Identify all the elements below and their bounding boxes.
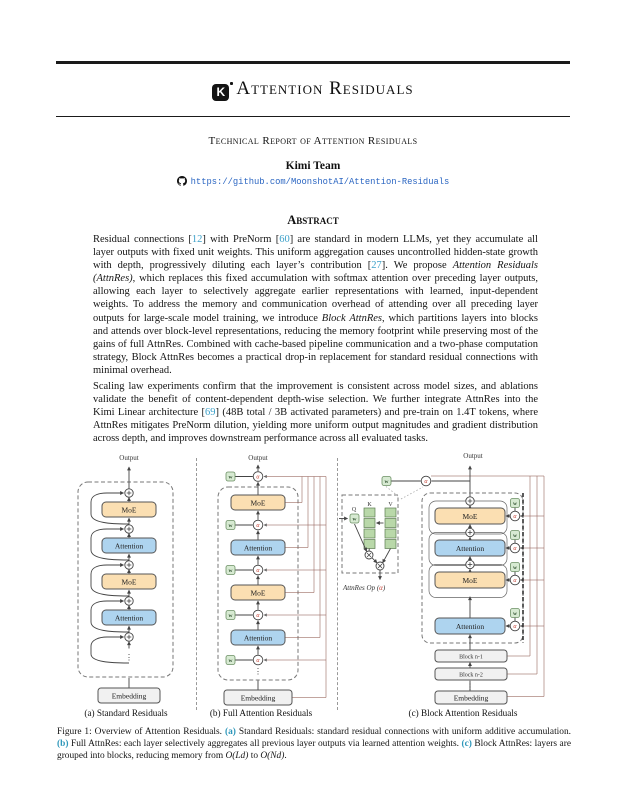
moe-block bbox=[102, 574, 156, 589]
alpha-node bbox=[510, 511, 520, 521]
w-node bbox=[382, 477, 391, 486]
panel-divider bbox=[196, 458, 197, 710]
text-span: Block AttnRes bbox=[321, 312, 382, 324]
moe-block bbox=[102, 502, 156, 517]
attention-block bbox=[435, 618, 505, 634]
svg-text:MoE: MoE bbox=[462, 575, 478, 585]
paper-title bbox=[0, 78, 626, 101]
embedding-block bbox=[224, 690, 292, 705]
top-rule bbox=[56, 61, 570, 64]
svg-text:MoE: MoE bbox=[250, 498, 266, 508]
subfigure-ref[interactable]: (b) bbox=[57, 738, 69, 749]
ellipsis: ⋮ bbox=[466, 682, 474, 692]
alpha-node bbox=[253, 472, 263, 482]
abstract-paragraph-2: Scaling law experiments confirm that the improvement is consistent across model sizes, and ablations validate the benefit of content-dependent depth-wise selection. We further integrate AttnRes into the Kimi Linear architecture [69] (48B total / 3B activated parameters) and pre-train on 1.4T tokens, where AttnRes mitigates PreNorm dilution, yielding more uniform output magnitudes and gradient distribution across depth, and improves downstream performance across all evaluated tasks. bbox=[93, 381, 538, 445]
alpha-node bbox=[421, 476, 431, 486]
w-node bbox=[226, 521, 235, 530]
moe-block bbox=[231, 495, 285, 510]
moe-block bbox=[435, 508, 505, 524]
figure-caption: Figure 1: Overview of Attention Residuals. (a) Standard Residuals: standard residual connections with uniform additive accumulation. (b) Full AttnRes: each layer selectively aggregates all previous layer outputs via learned attention weights. (c) Block AttnRes: layers are grouped into blocks, reducing memory from O(Ld) to O(Nd). bbox=[57, 727, 571, 761]
attnres-op-inset bbox=[339, 495, 398, 592]
abstract-paragraph-1: Residual connections [12] with PreNorm [60] are standard in modern LLMs, yet they accumulate all layer outputs with fixed unit weights. This uniform aggregation causes uncontrolled hidden-state growth with depth, progressively diluting each layer’s contribution [27]. We propose Attention Residuals (AttnRes), which replaces this fixed accumulation with softmax attention over preceding layer outputs, allowing each layer to selectively aggregate earlier representations with learned, input-dependent weights. To address the memory and communication overhead of attending over all preceding layer outputs for large-scale model training, we introduce Block AttnRes, which partitions layers into blocks and attends over block-level representations, reducing the memory footprint while preserving most of the gains of full AttnRes. Combined with cache-based pipeline communication and a two-phase computation strategy, Block AttnRes becomes a practical drop-in replacement for standard residual connections with minimal overhead. bbox=[93, 234, 539, 376]
block-n2 bbox=[435, 668, 507, 680]
svg-text:Attention: Attention bbox=[243, 633, 273, 643]
github-icon bbox=[177, 176, 187, 186]
q-label: Q bbox=[351, 507, 357, 513]
ellipsis: ⋮ bbox=[125, 653, 133, 662]
moe-block bbox=[231, 585, 285, 600]
svg-text:Block n-1: Block n-1 bbox=[459, 654, 483, 661]
w-node bbox=[226, 656, 235, 665]
figure-panel-a bbox=[57, 450, 195, 718]
subfigure-ref[interactable]: (c) bbox=[461, 738, 472, 749]
alpha-node bbox=[510, 621, 520, 631]
multiply-node bbox=[376, 562, 384, 570]
add-node bbox=[466, 497, 474, 505]
w-node bbox=[511, 499, 520, 508]
w-node bbox=[511, 609, 520, 618]
add-node bbox=[125, 489, 133, 497]
add-node bbox=[125, 525, 133, 533]
svg-text:Block n-2: Block n-2 bbox=[459, 672, 483, 679]
alpha-node bbox=[253, 565, 263, 575]
citation-link[interactable]: 27 bbox=[371, 260, 382, 272]
w-node bbox=[226, 566, 235, 575]
alpha-node bbox=[253, 610, 263, 620]
alpha-node bbox=[510, 543, 520, 553]
add-node bbox=[466, 560, 474, 568]
w-node bbox=[511, 563, 520, 572]
attention-block bbox=[231, 630, 285, 645]
embedding-block bbox=[98, 688, 160, 703]
figure-panel-c bbox=[339, 450, 574, 718]
attention-block bbox=[102, 610, 156, 625]
attnres-op-label: AttnRes Op (α) bbox=[343, 584, 386, 592]
svg-text:MoE: MoE bbox=[462, 511, 478, 521]
alpha-node bbox=[510, 575, 520, 585]
citation-link[interactable]: 60 bbox=[279, 234, 290, 245]
k-label: K bbox=[367, 502, 372, 508]
citation-link[interactable]: 12 bbox=[191, 234, 203, 245]
svg-text:Embedding: Embedding bbox=[111, 691, 147, 701]
svg-text:Attention: Attention bbox=[455, 543, 485, 553]
repo-link-row bbox=[0, 176, 626, 187]
svg-text:Attention: Attention bbox=[243, 543, 273, 553]
svg-text:Embedding: Embedding bbox=[240, 693, 276, 703]
figure-1 bbox=[0, 450, 626, 718]
w-node bbox=[226, 611, 235, 620]
citation-link[interactable]: 69 bbox=[205, 407, 216, 419]
w-node bbox=[511, 531, 520, 540]
text-span: O(Ld) bbox=[225, 750, 249, 761]
paper-subtitle: Technical Report of Attention Residuals bbox=[208, 135, 418, 147]
svg-text:Attention: Attention bbox=[114, 613, 144, 623]
author-name: Kimi Team bbox=[285, 160, 341, 172]
panel-divider bbox=[337, 458, 338, 710]
text-span: O(Nd) bbox=[260, 750, 285, 761]
ellipsis: ⋮ bbox=[254, 667, 262, 676]
panel-b-caption: (b) Full Attention Residuals bbox=[209, 708, 313, 718]
add-node bbox=[125, 597, 133, 605]
svg-text:MoE: MoE bbox=[250, 588, 266, 598]
abstract-body bbox=[93, 233, 538, 449]
title-text: Attention Residuals bbox=[236, 78, 414, 99]
attention-block bbox=[435, 540, 505, 556]
multiply-node bbox=[365, 551, 373, 559]
output-label: Output bbox=[463, 452, 483, 460]
moe-block bbox=[435, 572, 505, 588]
repo-link[interactable]: https://github.com/MoonshotAI/Attention-Residuals bbox=[190, 177, 450, 187]
abstract-heading: Abstract bbox=[287, 213, 339, 227]
add-node bbox=[125, 633, 133, 641]
svg-text:MoE: MoE bbox=[121, 505, 137, 515]
figure-panel-b bbox=[198, 450, 337, 718]
query-node bbox=[350, 514, 359, 523]
svg-text:Attention: Attention bbox=[114, 541, 144, 551]
svg-text:MoE: MoE bbox=[121, 577, 137, 587]
panel-a-caption: (a) Standard Residuals bbox=[84, 708, 168, 718]
output-label: Output bbox=[119, 454, 139, 462]
block-n1 bbox=[435, 650, 507, 662]
w-node bbox=[226, 472, 235, 481]
add-node bbox=[466, 528, 474, 536]
svg-text:Embedding: Embedding bbox=[453, 693, 489, 703]
add-node bbox=[125, 561, 133, 569]
title-rule bbox=[56, 116, 570, 117]
alpha-node bbox=[253, 655, 263, 665]
attention-block bbox=[231, 540, 285, 555]
attention-block bbox=[102, 538, 156, 553]
subfigure-ref[interactable]: (a) bbox=[224, 727, 236, 737]
svg-text:Attention: Attention bbox=[455, 621, 485, 631]
alpha-node bbox=[253, 520, 263, 530]
output-label: Output bbox=[248, 454, 268, 462]
text-span: Attention Residuals (AttnRes) bbox=[93, 260, 539, 285]
kimi-logo-icon: K bbox=[212, 84, 229, 101]
embedding-block bbox=[435, 691, 507, 704]
v-label: V bbox=[388, 502, 393, 508]
panel-c-caption: (c) Block Attention Residuals bbox=[408, 708, 518, 718]
